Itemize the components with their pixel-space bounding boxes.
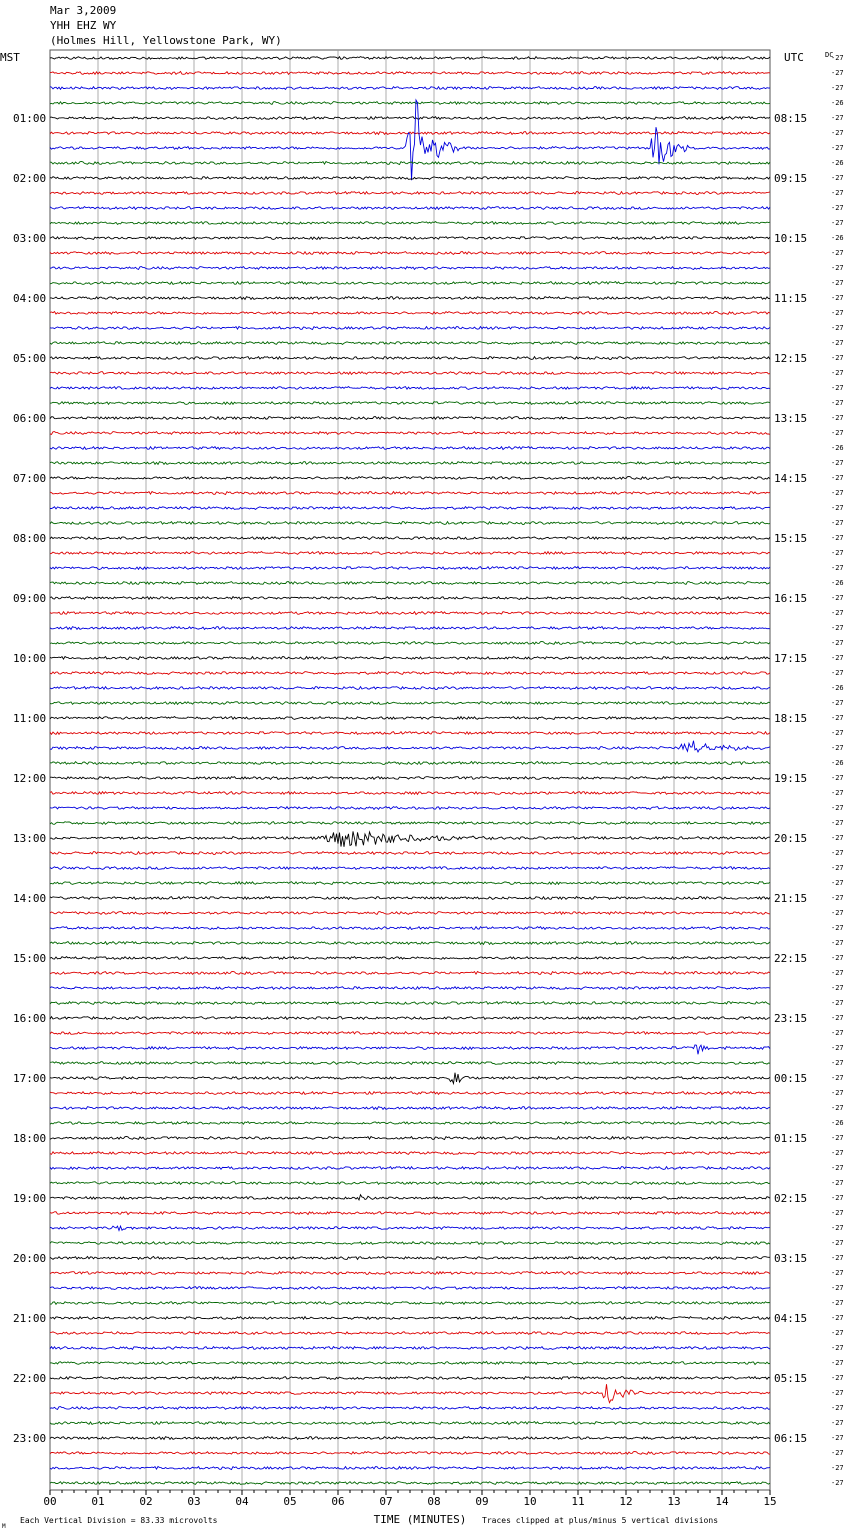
- seismic-trace: [50, 1167, 770, 1170]
- dc-offset-value: -27: [831, 894, 844, 902]
- dc-offset-value: -26: [831, 759, 844, 767]
- x-tick-label: 04: [235, 1495, 249, 1508]
- dc-offset-value: -27: [831, 459, 844, 467]
- seismic-trace: [50, 807, 770, 810]
- dc-offset-value: -27: [831, 1404, 844, 1412]
- x-axis-title: TIME (MINUTES): [373, 1513, 467, 1526]
- clip-note: Traces clipped at plus/minus 5 vertical divisions: [482, 1516, 719, 1525]
- dc-offset-value: -27: [831, 54, 844, 62]
- utc-hour-label: 19:15: [774, 772, 808, 785]
- x-tick-label: 00: [43, 1495, 57, 1508]
- dc-offset-value: -27: [831, 1254, 844, 1262]
- dc-offset-value: -27: [831, 984, 844, 992]
- seismic-trace: [50, 417, 770, 420]
- seismic-trace: [50, 57, 770, 60]
- seismic-trace: [50, 657, 770, 660]
- dc-offset-value: -27: [831, 294, 844, 302]
- dc-offset-value: -27: [831, 1044, 844, 1052]
- seismic-trace: [50, 402, 770, 405]
- seismic-trace: [50, 207, 770, 210]
- dc-offset-value: -26: [831, 444, 844, 452]
- seismic-trace: [50, 1212, 770, 1215]
- seismic-trace: [50, 1152, 770, 1155]
- seismic-trace: [50, 702, 770, 705]
- dc-offset-value: -26: [831, 579, 844, 587]
- seismic-trace: [50, 297, 770, 300]
- mst-hour-label: 19:00: [13, 1192, 47, 1205]
- seismic-trace: [50, 1092, 770, 1095]
- dc-offset-value: -27: [831, 969, 844, 977]
- seismic-trace: [50, 1257, 770, 1260]
- seismic-trace: [50, 100, 770, 180]
- x-tick-label: 12: [619, 1495, 633, 1508]
- mst-hour-label: 20:00: [13, 1252, 47, 1265]
- station-code: YHH EHZ WY: [50, 19, 117, 32]
- x-tick-label: 01: [91, 1495, 105, 1508]
- corner-mark: M: [2, 1523, 6, 1530]
- utc-axis-title: UTC: [784, 51, 804, 64]
- seismic-trace: [50, 1332, 770, 1335]
- mst-hour-label: 09:00: [13, 592, 47, 605]
- seismic-trace: [50, 1017, 770, 1020]
- seismic-trace: [50, 87, 770, 90]
- dc-label: DC: [825, 51, 834, 59]
- dc-offset-value: -27: [831, 669, 844, 677]
- seismic-trace: [50, 942, 770, 945]
- dc-offset-value: -27: [831, 174, 844, 182]
- dc-offset-value: -27: [831, 429, 844, 437]
- seismic-trace: [50, 1137, 770, 1140]
- seismic-trace: [50, 762, 770, 765]
- x-tick-label: 15: [763, 1495, 777, 1508]
- seismic-trace: [50, 867, 770, 870]
- dc-offset-value: -27: [831, 999, 844, 1007]
- seismic-trace: [50, 342, 770, 345]
- x-tick-label: 13: [667, 1495, 681, 1508]
- seismic-trace: [50, 642, 770, 645]
- dc-offset-value: -27: [831, 474, 844, 482]
- utc-hour-label: 05:15: [774, 1372, 808, 1385]
- dc-offset-value: -27: [831, 849, 844, 857]
- x-tick-label: 14: [715, 1495, 729, 1508]
- utc-hour-label: 15:15: [774, 532, 808, 545]
- utc-hour-label: 23:15: [774, 1012, 808, 1025]
- mst-hour-label: 10:00: [13, 652, 47, 665]
- dc-offset-value: -27: [831, 1239, 844, 1247]
- utc-hour-label: 13:15: [774, 412, 808, 425]
- mst-hour-label: 11:00: [13, 712, 47, 725]
- seismic-trace: [50, 957, 770, 960]
- dc-offset-value: -27: [831, 834, 844, 842]
- seismic-trace: [50, 102, 770, 105]
- mst-hour-label: 22:00: [13, 1372, 47, 1385]
- seismic-trace: [50, 237, 770, 240]
- dc-offset-value: -27: [831, 1314, 844, 1322]
- seismic-trace: [50, 387, 770, 390]
- dc-offset-value: -27: [831, 1359, 844, 1367]
- seismic-trace: [50, 972, 770, 975]
- seismic-trace: [50, 327, 770, 330]
- dc-offset-value: -27: [831, 864, 844, 872]
- seismic-trace: [50, 1045, 770, 1054]
- seismic-trace: [50, 1242, 770, 1245]
- seismic-trace: [50, 1302, 770, 1305]
- mst-hour-label: 13:00: [13, 832, 47, 845]
- dc-offset-value: -27: [831, 219, 844, 227]
- dc-offset-value: -27: [831, 354, 844, 362]
- seismic-trace: [50, 537, 770, 540]
- utc-hour-label: 09:15: [774, 172, 808, 185]
- dc-offset-value: -27: [831, 1479, 844, 1487]
- seismic-trace: [50, 612, 770, 615]
- seismic-trace: [50, 192, 770, 195]
- dc-offset-value: -27: [831, 1299, 844, 1307]
- seismic-trace: [50, 741, 770, 752]
- seismic-trace: [50, 1452, 770, 1455]
- utc-hour-label: 06:15: [774, 1432, 808, 1445]
- seismic-trace: [50, 357, 770, 360]
- dc-offset-value: -27: [831, 339, 844, 347]
- dc-offset-value: -27: [831, 939, 844, 947]
- dc-offset-value: -27: [831, 1164, 844, 1172]
- seismic-trace: [50, 732, 770, 735]
- station-location: (Holmes Hill, Yellowstone Park, WY): [50, 34, 282, 47]
- seismic-trace: [50, 1467, 770, 1470]
- mst-hour-label: 21:00: [13, 1312, 47, 1325]
- dc-offset-value: -27: [831, 1074, 844, 1082]
- seismic-trace: [50, 432, 770, 435]
- dc-offset-value: -27: [831, 1104, 844, 1112]
- seismic-trace: [50, 252, 770, 255]
- dc-offset-value: -27: [831, 369, 844, 377]
- seismic-trace: [50, 927, 770, 930]
- seismic-trace: [50, 1182, 770, 1185]
- seismic-trace: [50, 822, 770, 825]
- dc-offset-value: -26: [831, 684, 844, 692]
- dc-offset-value: -27: [831, 114, 844, 122]
- seismic-trace: [50, 447, 770, 450]
- utc-hour-label: 04:15: [774, 1312, 808, 1325]
- dc-offset-value: -27: [831, 69, 844, 77]
- mst-hour-label: 18:00: [13, 1132, 47, 1145]
- seismic-trace: [50, 372, 770, 375]
- seismic-trace: [50, 162, 770, 165]
- dc-offset-value: -27: [831, 1224, 844, 1232]
- utc-hour-label: 21:15: [774, 892, 808, 905]
- dc-offset-value: -27: [831, 1329, 844, 1337]
- seismic-trace: [50, 831, 770, 846]
- x-tick-label: 05: [283, 1495, 297, 1508]
- seismic-trace: [50, 1362, 770, 1365]
- dc-offset-value: -26: [831, 234, 844, 242]
- dc-offset-value: -27: [831, 729, 844, 737]
- dc-offset-value: -27: [831, 129, 844, 137]
- x-tick-label: 09: [475, 1495, 489, 1508]
- dc-offset-value: -27: [831, 1464, 844, 1472]
- seismic-trace: [50, 72, 770, 75]
- utc-hour-label: 01:15: [774, 1132, 808, 1145]
- seismic-trace: [50, 552, 770, 555]
- dc-offset-value: -27: [831, 699, 844, 707]
- dc-offset-value: -27: [831, 789, 844, 797]
- x-tick-label: 06: [331, 1495, 345, 1508]
- dc-offset-value: -27: [831, 714, 844, 722]
- utc-hour-label: 08:15: [774, 112, 808, 125]
- dc-offset-value: -27: [831, 264, 844, 272]
- dc-offset-value: -27: [831, 204, 844, 212]
- dc-offset-value: -27: [831, 1059, 844, 1067]
- dc-offset-value: -27: [831, 639, 844, 647]
- utc-hour-label: 17:15: [774, 652, 808, 665]
- seismic-trace: [50, 567, 770, 570]
- seismic-trace: [50, 177, 770, 180]
- dc-offset-value: -27: [831, 624, 844, 632]
- dc-offset-value: -27: [831, 324, 844, 332]
- dc-offset-value: -27: [831, 774, 844, 782]
- mst-hour-label: 07:00: [13, 472, 47, 485]
- dc-offset-value: -27: [831, 804, 844, 812]
- dc-offset-value: -27: [831, 909, 844, 917]
- seismic-trace: [50, 582, 770, 585]
- utc-hour-label: 02:15: [774, 1192, 808, 1205]
- utc-hour-label: 11:15: [774, 292, 808, 305]
- dc-offset-value: -26: [831, 1119, 844, 1127]
- record-date: Mar 3,2009: [50, 4, 117, 17]
- seismic-trace: [50, 1073, 770, 1084]
- seismic-trace: [50, 282, 770, 285]
- dc-offset-value: -27: [831, 534, 844, 542]
- dc-offset-value: -27: [831, 744, 844, 752]
- seismic-trace: [50, 507, 770, 510]
- seismic-trace: [50, 522, 770, 525]
- utc-hour-label: 03:15: [774, 1252, 808, 1265]
- dc-offset-value: -27: [831, 1194, 844, 1202]
- dc-offset-value: -27: [831, 549, 844, 557]
- seismic-trace: [50, 1107, 770, 1110]
- dc-offset-value: -27: [831, 519, 844, 527]
- mst-hour-label: 06:00: [13, 412, 47, 425]
- dc-offset-value: -27: [831, 1089, 844, 1097]
- seismic-trace: [50, 1377, 770, 1380]
- mst-hour-label: 16:00: [13, 1012, 47, 1025]
- dc-offset-value: -27: [831, 564, 844, 572]
- mst-hour-label: 14:00: [13, 892, 47, 905]
- x-tick-label: 02: [139, 1495, 153, 1508]
- dc-offset-value: -27: [831, 954, 844, 962]
- seismic-trace: [50, 1287, 770, 1290]
- seismic-trace: [50, 1347, 770, 1350]
- x-tick-label: 07: [379, 1495, 393, 1508]
- seismic-trace: [50, 912, 770, 915]
- utc-hour-label: 16:15: [774, 592, 808, 605]
- seismic-trace: [50, 1272, 770, 1275]
- seismic-trace: [50, 1422, 770, 1425]
- seismic-trace: [50, 717, 770, 720]
- mst-hour-label: 03:00: [13, 232, 47, 245]
- dc-offset-value: -27: [831, 1269, 844, 1277]
- mst-hour-label: 04:00: [13, 292, 47, 305]
- seismic-trace: [50, 1002, 770, 1005]
- dc-offset-value: -27: [831, 399, 844, 407]
- seismic-trace: [50, 312, 770, 315]
- utc-hour-label: 20:15: [774, 832, 808, 845]
- dc-offset-value: -27: [831, 924, 844, 932]
- dc-offset-value: -27: [831, 1209, 844, 1217]
- dc-offset-value: -27: [831, 1284, 844, 1292]
- dc-offset-value: -27: [831, 1344, 844, 1352]
- dc-offset-value: -27: [831, 384, 844, 392]
- seismic-trace: [50, 267, 770, 270]
- mst-hour-label: 05:00: [13, 352, 47, 365]
- utc-hour-label: 18:15: [774, 712, 808, 725]
- dc-offset-value: -27: [831, 609, 844, 617]
- seismic-trace: [50, 1384, 770, 1403]
- seismic-trace: [50, 897, 770, 900]
- seismic-trace: [50, 987, 770, 990]
- dc-offset-value: -27: [831, 189, 844, 197]
- seismic-trace: [50, 462, 770, 465]
- seismic-trace: [50, 1437, 770, 1440]
- dc-offset-value: -26: [831, 159, 844, 167]
- mst-hour-label: 15:00: [13, 952, 47, 965]
- seismic-trace: [50, 687, 770, 690]
- mst-hour-label: 01:00: [13, 112, 47, 125]
- dc-offset-value: -27: [831, 1389, 844, 1397]
- seismic-trace: [50, 882, 770, 885]
- seismic-trace: [50, 1195, 770, 1200]
- utc-hour-label: 22:15: [774, 952, 808, 965]
- seismic-trace: [50, 1317, 770, 1320]
- seismic-trace: [50, 1032, 770, 1035]
- x-tick-label: 11: [571, 1495, 585, 1508]
- mst-hour-label: 23:00: [13, 1432, 47, 1445]
- utc-hour-label: 10:15: [774, 232, 808, 245]
- seismic-trace: [50, 222, 770, 225]
- dc-offset-value: -27: [831, 249, 844, 257]
- scale-note: Each Vertical Division = 83.33 microvolts: [20, 1516, 218, 1525]
- dc-offset-value: -26: [831, 99, 844, 107]
- utc-hour-label: 14:15: [774, 472, 808, 485]
- dc-offset-value: -27: [831, 1419, 844, 1427]
- seismic-trace: [50, 1482, 770, 1485]
- seismic-trace: [50, 477, 770, 480]
- dc-offset-value: -27: [831, 1434, 844, 1442]
- mst-hour-label: 08:00: [13, 532, 47, 545]
- x-tick-label: 10: [523, 1495, 537, 1508]
- seismic-trace: [50, 852, 770, 855]
- dc-offset-value: -27: [831, 1149, 844, 1157]
- dc-offset-value: -27: [831, 84, 844, 92]
- seismic-trace: [50, 1407, 770, 1410]
- dc-offset-value: -27: [831, 1014, 844, 1022]
- dc-offset-value: -27: [831, 879, 844, 887]
- seismic-trace: [50, 492, 770, 495]
- seismic-trace: [50, 792, 770, 795]
- x-tick-label: 08: [427, 1495, 441, 1508]
- mst-hour-label: 17:00: [13, 1072, 47, 1085]
- seismic-trace: [50, 597, 770, 600]
- mst-hour-label: 02:00: [13, 172, 47, 185]
- dc-offset-value: -27: [831, 144, 844, 152]
- dc-offset-value: -27: [831, 1179, 844, 1187]
- dc-offset-value: -27: [831, 1374, 844, 1382]
- dc-offset-value: -27: [831, 819, 844, 827]
- dc-offset-value: -27: [831, 1134, 844, 1142]
- seismic-trace: [50, 627, 770, 630]
- seismic-trace: [50, 117, 770, 120]
- dc-offset-value: -27: [831, 594, 844, 602]
- dc-offset-value: -27: [831, 279, 844, 287]
- dc-offset-value: -27: [831, 309, 844, 317]
- seismic-trace: [50, 1122, 770, 1125]
- seismic-trace: [50, 1062, 770, 1065]
- dc-offset-value: -27: [831, 489, 844, 497]
- seismic-trace: [50, 1226, 770, 1230]
- dc-offset-value: -27: [831, 654, 844, 662]
- seismic-trace: [50, 777, 770, 780]
- dc-offset-value: -27: [831, 1029, 844, 1037]
- utc-hour-label: 00:15: [774, 1072, 808, 1085]
- dc-offset-value: -27: [831, 504, 844, 512]
- mst-hour-label: 12:00: [13, 772, 47, 785]
- dc-offset-value: -27: [831, 414, 844, 422]
- dc-offset-value: -27: [831, 1449, 844, 1457]
- utc-hour-label: 12:15: [774, 352, 808, 365]
- mst-axis-title: MST: [0, 51, 20, 64]
- seismic-trace: [50, 672, 770, 675]
- x-tick-label: 03: [187, 1495, 201, 1508]
